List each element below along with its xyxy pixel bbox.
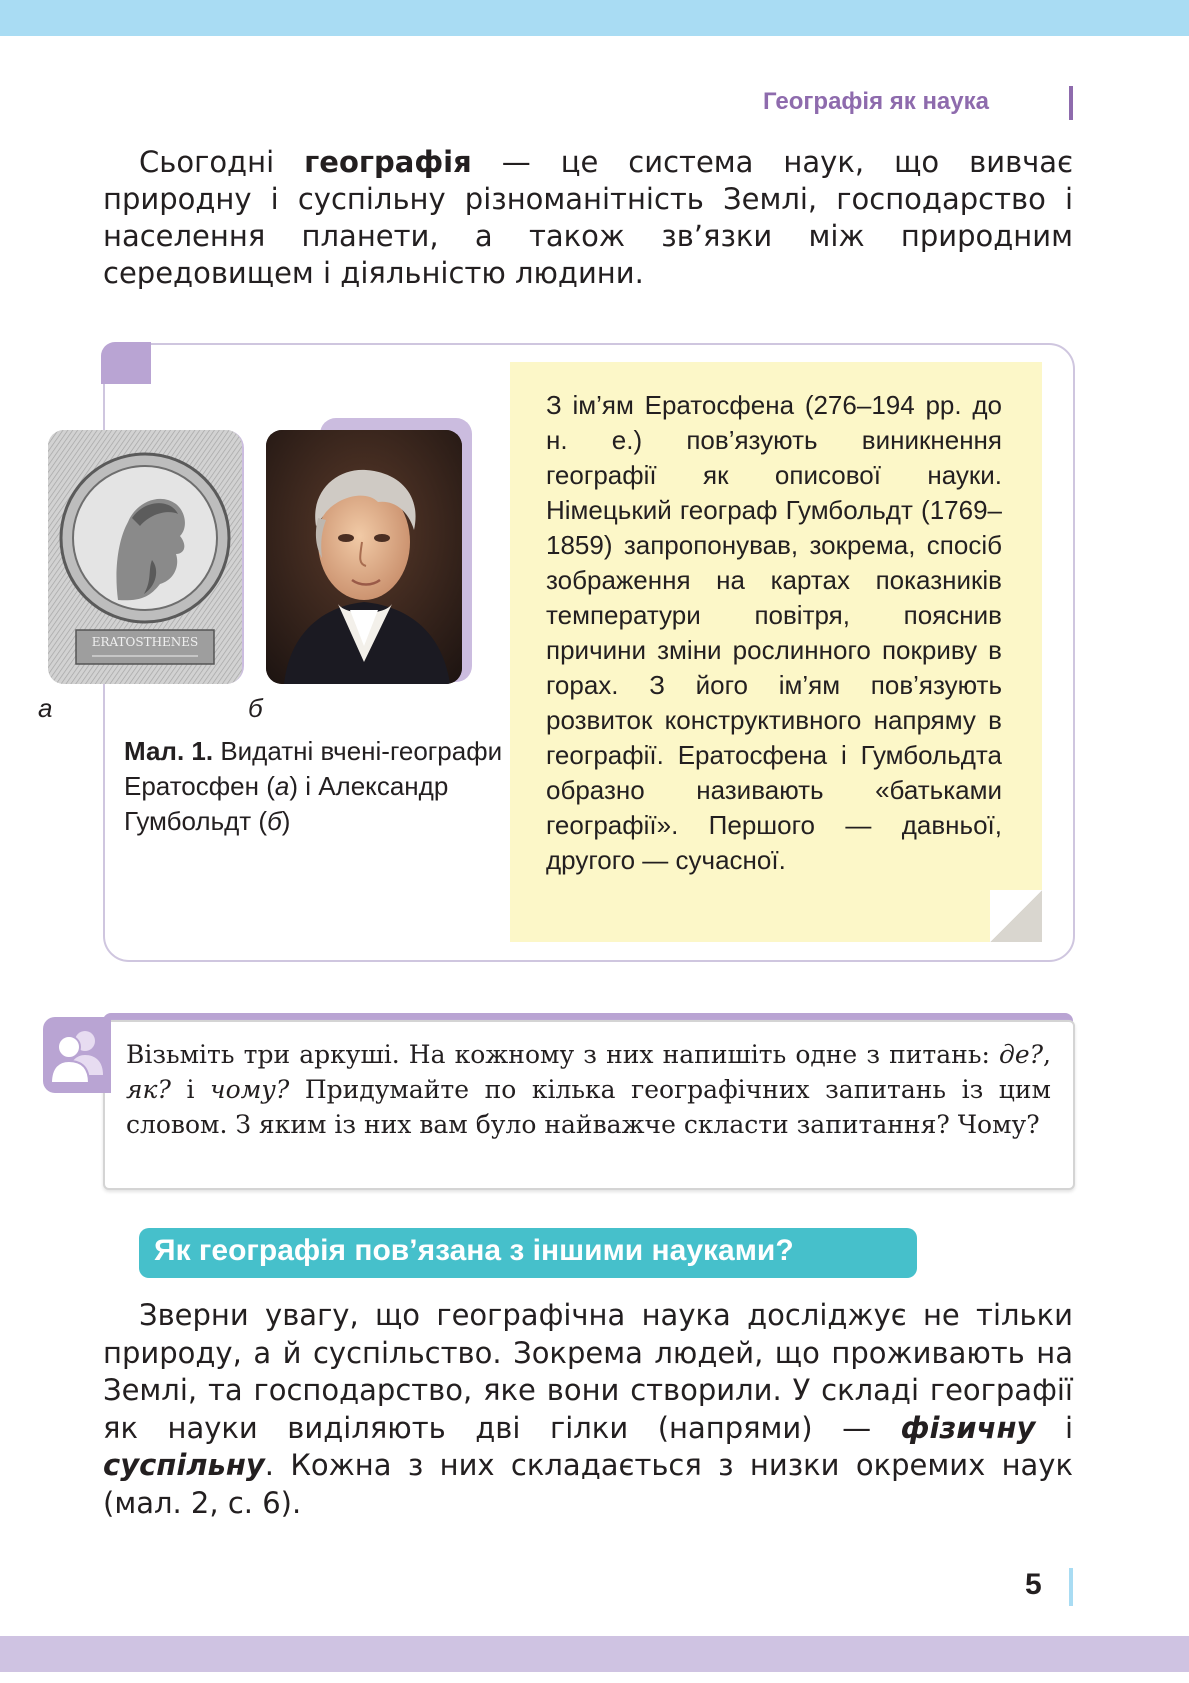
caption-b: б	[267, 806, 282, 836]
page-number: 5	[1025, 1568, 1042, 1601]
body-paragraph	[103, 1297, 1073, 1522]
body-term-social: суспільну	[103, 1448, 265, 1482]
activity-text	[126, 1037, 1051, 1142]
activity-sep1: ,	[1043, 1040, 1051, 1069]
photo-b-label: б	[248, 693, 263, 723]
body-t3: . Кожна з них складається з низки окремих наук (мал. 2, с. 6).	[103, 1448, 1073, 1520]
photo-a-label: а	[38, 693, 53, 723]
photo-a-plate-text: ERATOSTHENES	[91, 635, 199, 649]
section-heading: Як географія пов’язана з іншими науками?	[154, 1234, 794, 1267]
caption-text-2: ) і Александр Гумбольдт (	[124, 771, 449, 836]
activity-t1: Візьміть три аркуші. На кожному з них напишіть одне з питань:	[126, 1040, 999, 1069]
intro-after: — це система наук, що вивчає природну і суспільну різноманітність Землі, господарство і населення планети, а також зв’язки між природним середовищем і діяльністю людини.	[103, 145, 1073, 290]
sticky-note-text: З ім’ям Ератосфена (276–194 рр. до н. е.) пов’язують виникнення географії як описової науки. Німецький географ Гумбольдт (1769–1859) запропонував, зокрема, спосіб зображення на картах показників температури повітря, пояснив причини зміни рослинного покриву в горах. З його ім’ям пов’язують розвиток конструктивного напряму в географії. Ератосфена і Гумбольдта образно називають «батьками географії». Першого — давньої, другого — сучасної.	[546, 390, 1002, 875]
running-title-bar	[1069, 86, 1073, 120]
bottom-color-band	[0, 1636, 1189, 1672]
group-icon	[43, 1017, 111, 1093]
body-t1: Зверни увагу, що географічна наука досліджує не тільки природу, а й суспільство. Зокрема людей, що проживають на Землі, та господарство, яке вони створили. У складі географії як науки виділяють дві гілки (напрями) —	[103, 1298, 1073, 1445]
eratosthenes-portrait	[48, 430, 242, 684]
body-term-physical: фізичну	[900, 1410, 1036, 1445]
figure-caption	[124, 734, 504, 839]
caption-text-1: Видатні вчені-географи Ератосфен (	[124, 736, 503, 801]
humboldt-portrait	[266, 430, 462, 684]
top-color-band	[0, 0, 1189, 36]
page-number-bar	[1069, 1568, 1073, 1606]
activity-t2: Придумайте по кілька географічних запитань із цим словом. З яким із них вам було найважче скласти запитання? Чому?	[126, 1075, 1051, 1139]
running-title: Географія як наука	[763, 88, 989, 115]
activity-q2: як?	[126, 1075, 171, 1104]
sticky-note-fold	[990, 890, 1042, 942]
activity-q1: де?	[999, 1040, 1044, 1069]
info-box-corner-tab	[101, 342, 151, 384]
caption-text-3: )	[281, 806, 291, 836]
caption-lead: Мал. 1.	[124, 736, 214, 766]
body-t2: і	[1035, 1410, 1073, 1445]
intro-paragraph	[103, 144, 1073, 292]
activity-q3: чому?	[210, 1075, 290, 1104]
caption-a: а	[274, 771, 290, 801]
intro-before: Сьогодні	[139, 145, 305, 179]
activity-sep2: і	[170, 1075, 211, 1104]
intro-term: географія	[304, 145, 472, 179]
